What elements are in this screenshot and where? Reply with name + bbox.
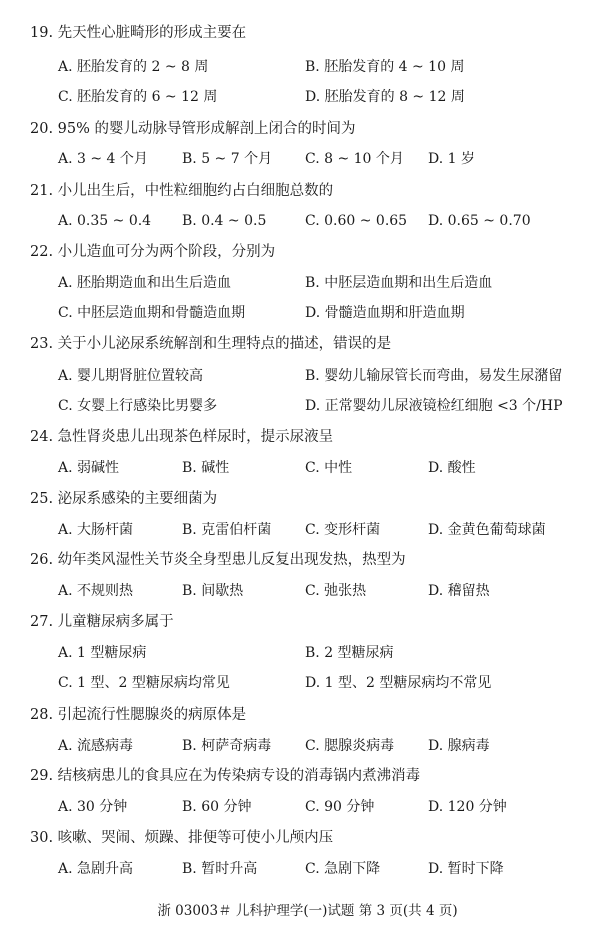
option-d: D. 稽留热 [428,583,490,599]
question-stem: 23. 关于小儿泌尿系统解剖和生理特点的描述，错误的是 [30,336,392,352]
option-c: C. 急剧下降 [305,861,381,877]
option-b: B. 间歇热 [182,583,244,599]
option-a: A. 0.35 ~ 0.4 [58,213,152,229]
option-d: D. 1 型、2 型糖尿病均不常见 [305,675,492,691]
option-c: C. 变形杆菌 [305,522,381,538]
option-c: C. 0.60 ~ 0.65 [305,213,408,229]
option-b: B. 中胚层造血期和出生后造血 [305,275,493,291]
option-a: A. 3 ~ 4 个月 [58,151,148,167]
option-a: A. 30 分钟 [58,799,128,815]
option-a: A. 急剧升高 [58,861,134,877]
option-b: B. 60 分钟 [182,799,252,815]
question-stem: 22. 小儿造血可分为两个阶段，分别为 [30,244,276,260]
option-d: D. 金黄色葡萄球菌 [428,522,546,538]
question-stem: 19. 先天性心脏畸形的形成主要在 [30,25,247,41]
question-stem: 21. 小儿出生后，中性粒细胞约占白细胞总数的 [30,183,334,199]
option-a: A. 胚胎期造血和出生后造血 [58,275,232,291]
question-stem: 26. 幼年类风湿性关节炎全身型患儿反复出现发热，热型为 [30,552,406,568]
option-c: C. 1 型、2 型糖尿病均常见 [58,675,230,691]
option-c: C. 90 分钟 [305,799,375,815]
page-footer: 浙 03003＃ 儿科护理学(一)试题 第 3 页(共 4 页) [157,903,458,919]
option-c: C. 中胚层造血期和骨髓造血期 [58,305,246,321]
option-d: D. 暂时下降 [428,861,504,877]
option-b: B. 0.4 ~ 0.5 [182,213,267,229]
option-d: D. 1 岁 [428,151,475,167]
option-b: B. 克雷伯杆菌 [182,522,272,538]
option-b: B. 2 型糖尿病 [305,645,394,661]
option-b: B. 碱性 [182,460,230,476]
question-stem: 27. 儿童糖尿病多属于 [30,614,174,630]
option-a: A. 流感病毒 [58,738,134,754]
option-c: C. 8 ~ 10 个月 [305,151,404,167]
option-d: D. 正常婴幼儿尿液镜检红细胞 <3 个/HP [305,398,563,414]
option-a: A. 不规则热 [58,583,134,599]
option-c: C. 女婴上行感染比男婴多 [58,398,218,414]
option-b: B. 胚胎发育的 4 ~ 10 周 [305,59,465,75]
option-c: C. 腮腺炎病毒 [305,738,395,754]
option-c: C. 中性 [305,460,353,476]
option-d: D. 腺病毒 [428,738,490,754]
option-a: A. 弱碱性 [58,460,120,476]
option-a: A. 1 型糖尿病 [58,645,147,661]
question-stem: 20. 95% 的婴儿动脉导管形成解剖上闭合的时间为 [30,121,356,137]
option-d: D. 120 分钟 [428,799,507,815]
option-d: D. 酸性 [428,460,476,476]
question-stem: 28. 引起流行性腮腺炎的病原体是 [30,707,247,723]
option-c: C. 弛张热 [305,583,367,599]
question-stem: 24. 急性肾炎患儿出现茶色样尿时，提示尿液呈 [30,429,334,445]
option-d: D. 胚胎发育的 8 ~ 12 周 [305,89,465,105]
option-a: A. 胚胎发育的 2 ~ 8 周 [58,59,209,75]
option-b: B. 暂时升高 [182,861,258,877]
option-d: D. 0.65 ~ 0.70 [428,213,531,229]
option-d: D. 骨髓造血期和肝造血期 [305,305,465,321]
option-c: C. 胚胎发育的 6 ~ 12 周 [58,89,218,105]
option-b: B. 柯萨奇病毒 [182,738,272,754]
question-stem: 25. 泌尿系感染的主要细菌为 [30,491,218,507]
option-b: B. 婴幼儿输尿管长而弯曲，易发生尿潴留 [305,368,563,384]
option-a: A. 大肠杆菌 [58,522,134,538]
option-b: B. 5 ~ 7 个月 [182,151,273,167]
question-stem: 29. 结核病患儿的食具应在为传染病专设的消毒锅内煮沸消毒 [30,768,421,784]
question-stem: 30. 咳嗽、哭闹、烦躁、排便等可使小儿颅内压 [30,830,334,846]
option-a: A. 婴儿期肾脏位置较高 [58,368,204,384]
